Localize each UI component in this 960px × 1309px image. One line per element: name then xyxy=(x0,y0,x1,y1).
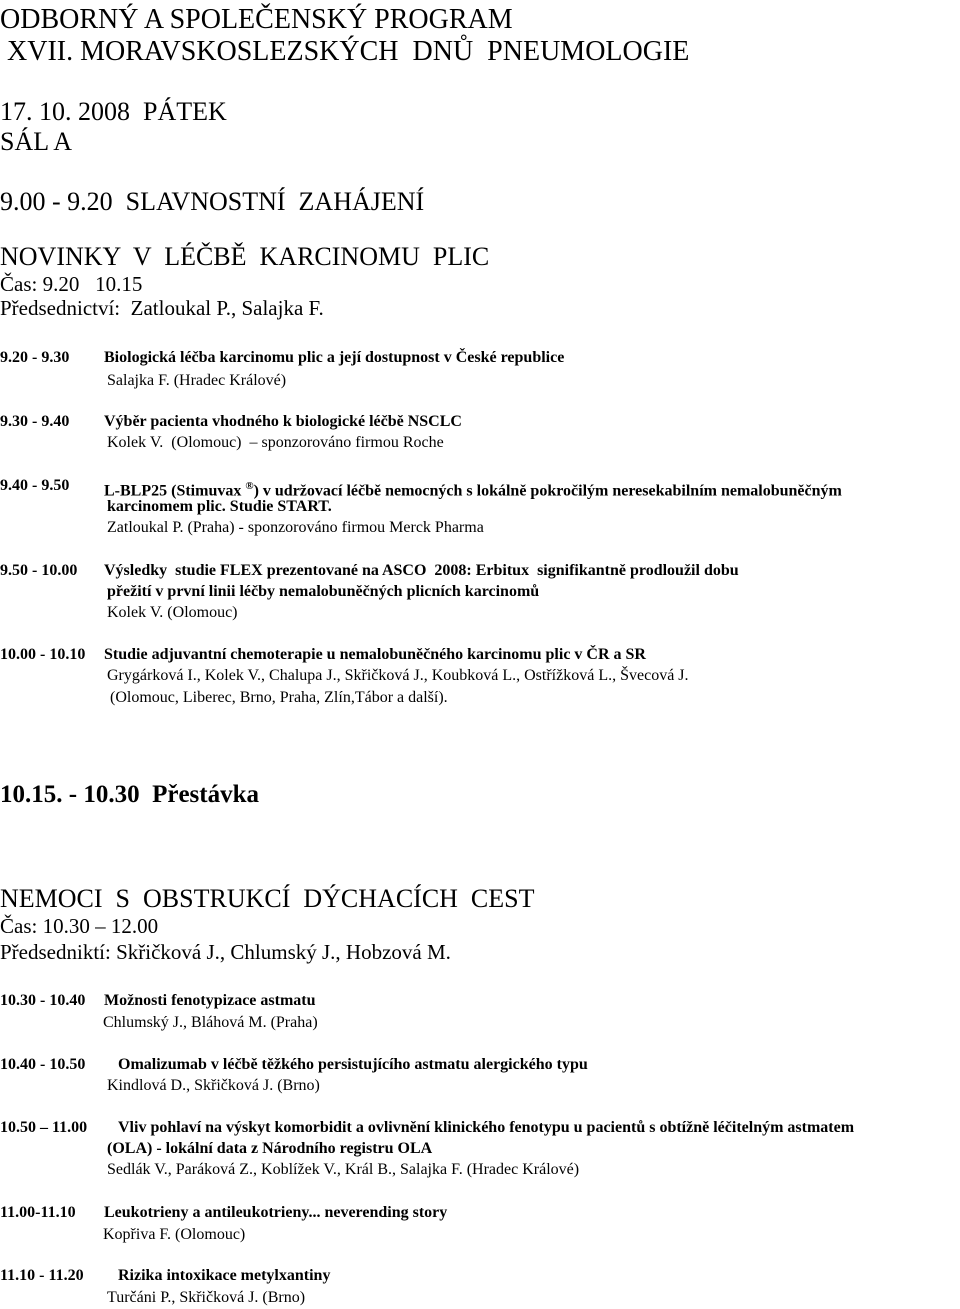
talk-time: 9.30 - 9.40 xyxy=(0,413,70,430)
talk-title: Výsledky studie FLEX prezentované na ASCO 2008: Erbitux signifikantně prodloužil dobu xyxy=(104,562,739,579)
talk-title: Výběr pacienta vhodného k biologické léčbě NSCLC xyxy=(104,413,462,430)
talk-time: 10.00 - 10.10 xyxy=(0,646,86,663)
date-heading: 17. 10. 2008 PÁTEK xyxy=(0,97,227,126)
hall-heading: SÁL A xyxy=(0,127,72,156)
talk-title: Rizika intoxikace metylxantiny xyxy=(118,1267,331,1284)
talk-time: 11.10 - 11.20 xyxy=(0,1267,84,1284)
talk-title: Možnosti fenotypizace astmatu xyxy=(104,992,316,1009)
talk-time: 9.50 - 10.00 xyxy=(0,562,78,579)
session-title-airway-obstruction: NEMOCI S OBSTRUKCÍ DÝCHACÍCH CEST xyxy=(0,884,535,913)
talk-authors: Kolek V. (Olomouc) xyxy=(107,604,238,621)
talk-title-continued: karcinomem plic. Studie START. xyxy=(107,498,332,515)
talk-authors: Kopřiva F. (Olomouc) xyxy=(103,1226,246,1243)
talk-authors: Grygárková I., Kolek V., Chalupa J., Skřičková J., Koubková L., Ostřížková L., Švecová J. xyxy=(107,667,689,684)
talk-time: 9.20 - 9.30 xyxy=(0,349,70,366)
talk-authors: Kolek V. (Olomouc) – sponzorováno firmou Roche xyxy=(107,434,444,451)
opening-session: 9.00 - 9.20 SLAVNOSTNÍ ZAHÁJENÍ xyxy=(0,187,425,216)
talk-title: Leukotrieny a antileukotrieny... neverending story xyxy=(104,1204,448,1221)
talk-authors: Salajka F. (Hradec Králové) xyxy=(107,372,287,389)
talk-title: L-BLP25 (Stimuvax ®) v udržovací léčbě nemocných s lokálně pokročilým neresekabilním nemalobuněčným xyxy=(104,480,842,500)
talk-title: Omalizumab v léčbě těžkého persistujícího astmatu alergického typu xyxy=(118,1056,588,1073)
talk-title: Biologická léčba karcinomu plic a její dostupnost v České republice xyxy=(104,349,565,366)
talk-authors: Chlumský J., Bláhová M. (Praha) xyxy=(103,1014,318,1031)
session-chairs: Předsednictví: Zatloukal P., Salajka F. xyxy=(0,296,324,320)
talk-title: Studie adjuvantní chemoterapie u nemalobuněčného karcinomu plic v ČR a SR xyxy=(104,646,646,663)
talk-authors: Zatloukal P. (Praha) - sponzorováno firmou Merck Pharma xyxy=(107,519,484,536)
session-chairs: Předsedniktí: Skřičková J., Chlumský J., Hobzová M. xyxy=(0,940,451,964)
talk-title-continued: (OLA) - lokální data z Národního registru OLA xyxy=(107,1140,433,1157)
session-time: Čas: 9.20 10.15 xyxy=(0,272,143,296)
talk-title: Vliv pohlaví na výskyt komorbidit a ovlivnění klinického fenotypu u pacientů s obtížně léčitelným astmatem xyxy=(118,1119,855,1136)
talk-authors: Sedlák V., Paráková Z., Koblížek V., Král B., Salajka F. (Hradec Králové) xyxy=(107,1161,580,1178)
program-title: ODBORNÝ A SPOLEČENSKÝ PROGRAM xyxy=(0,4,513,35)
talk-authors: Kindlová D., Skřičková J. (Brno) xyxy=(107,1077,320,1094)
talk-time: 11.00-11.10 xyxy=(0,1204,76,1221)
conference-title: XVII. MORAVSKOSLEZSKÝCH DNŮ PNEUMOLOGIE xyxy=(0,36,690,67)
talk-authors-continued: (Olomouc, Liberec, Brno, Praha, Zlín,Tábor a další). xyxy=(110,689,448,706)
coffee-break: 10.15. - 10.30 Přestávka xyxy=(0,781,259,808)
talk-time: 9.40 - 9.50 xyxy=(0,477,70,494)
registered-mark: ® xyxy=(245,480,254,492)
talk-time: 10.30 - 10.40 xyxy=(0,992,86,1009)
talk-time: 10.50 – 11.00 xyxy=(0,1119,88,1136)
talk-time: 10.40 - 10.50 xyxy=(0,1056,86,1073)
talk-authors: Turčáni P., Skřičková J. (Brno) xyxy=(107,1289,306,1306)
talk-title-continued: přežití v první linii léčby nemalobuněčných plicních karcinomů xyxy=(107,583,540,600)
session-title-lung-cancer: NOVINKY V LÉČBĚ KARCINOMU PLIC xyxy=(0,242,490,271)
session-time: Čas: 10.30 – 12.00 xyxy=(0,914,159,938)
